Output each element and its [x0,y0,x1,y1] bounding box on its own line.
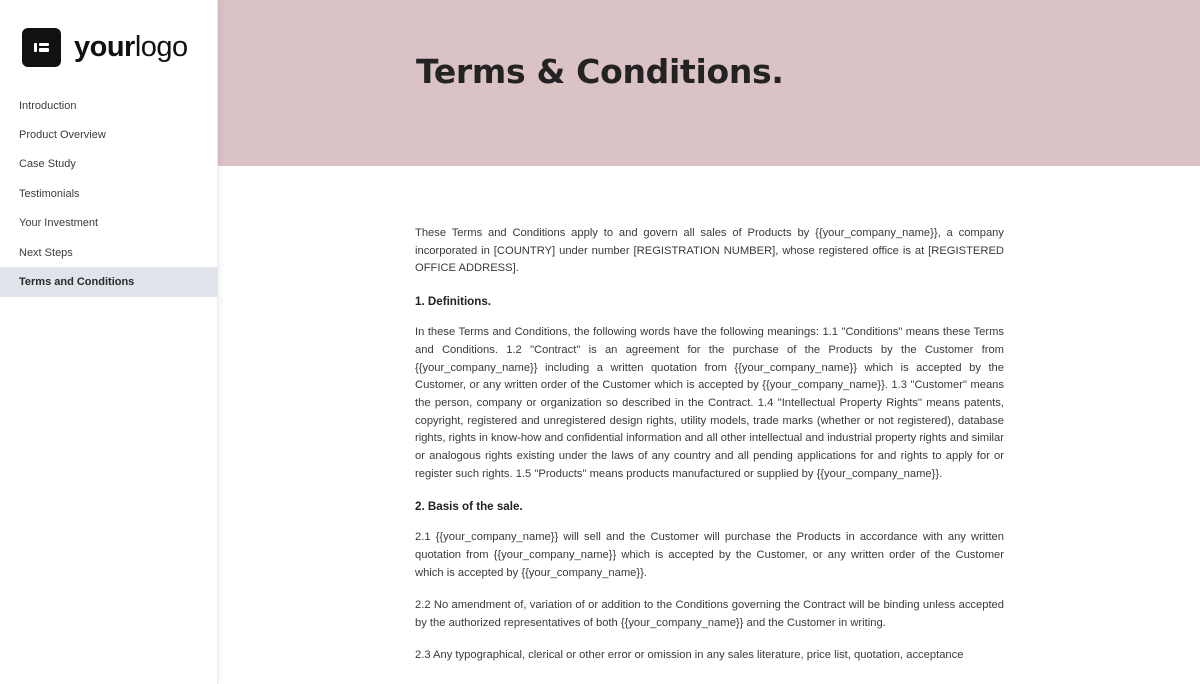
page-header [218,0,1200,166]
sidebar-item-introduction[interactable] [0,91,218,120]
sidebar-item-next-steps[interactable] [0,238,218,267]
sidebar [0,0,218,684]
sidebar-item-label: Introduction [19,99,77,112]
sidebar-item-label: Your Investment [19,217,99,230]
sidebar-item-your-investment[interactable] [0,209,218,238]
sidebar-item-label: Case Study [19,158,76,171]
sidebar-item-label: Testimonials [19,187,80,200]
logo-mark-icon [22,28,61,67]
basis-paragraph-2-1: 2.1 {{your_company_name}} will sell and the Customer will purchase the Products in accordance with any written quotation from {{your_company_name}} which is accepted by the Customer, or any written order of the Customer which is accepted by {{your_company_name}}. [415,531,1004,579]
logo-text: yourlogo [74,31,188,63]
sidebar-item-label: Next Steps [19,246,73,259]
sidebar-item-testimonials[interactable] [0,179,218,208]
section-heading-definitions: 1. Definitions. [415,294,492,308]
basis-paragraph-2-3: 2.3 Any typographical, clerical or other error or omission in any sales literature, price list, quotation, acceptance [415,648,964,661]
definitions-paragraph: In these Terms and Conditions, the following words have the following meanings: 1.1 "Conditions" means these Terms and Conditions. 1.2 "Contract" is an agreement for the purchase of the Products by the Customer from {{your_company_name}} including a written quotation from {{your_company_name}} which is accepted by the Customer, or any written order of the Customer which is accepted by {{your_company_name}}. 1.3 "Customer" means the person, company or organization so described in the Contract. 1.4 "Intellectual Property Rights" means patents, copyright, registered and unregistered design rights, utility models, trade marks (whether or not registered), database rights, rights in know-how and confidential information and all other intellectual and industrial property rights and similar or analogous rights existing under the laws of any country and all pending applications for and rights to apply for or register such rights. 1.5 "Products" means products manufactured or supplied by {{your_company_name}}. [415,326,1004,480]
sidebar-nav [0,91,218,297]
intro-paragraph: These Terms and Conditions apply to and govern all sales of Products by {{your_company_name}}, a company incorporated in [COUNTRY] under number [REGISTRATION NUMBER], whose registered office is at [REGISTERED OFFICE ADDRESS]. [415,227,1004,275]
terms-content [415,225,1004,679]
sidebar-item-product-overview[interactable] [0,120,218,149]
page-title: Terms & Conditions. [416,52,784,91]
section-heading-basis-of-sale: 2. Basis of the sale. [415,499,523,513]
basis-paragraph-2-2: 2.2 No amendment of, variation of or addition to the Conditions governing the Contract will be binding unless accepted by the authorized representatives of both {{your_company_name}} and the Customer in writing. [415,599,1004,629]
sidebar-item-label: Terms and Conditions [19,276,135,289]
logo[interactable] [22,28,188,67]
sidebar-item-terms-and-conditions[interactable] [0,267,218,296]
sidebar-item-label: Product Overview [19,129,106,142]
sidebar-item-case-study[interactable] [0,150,218,179]
